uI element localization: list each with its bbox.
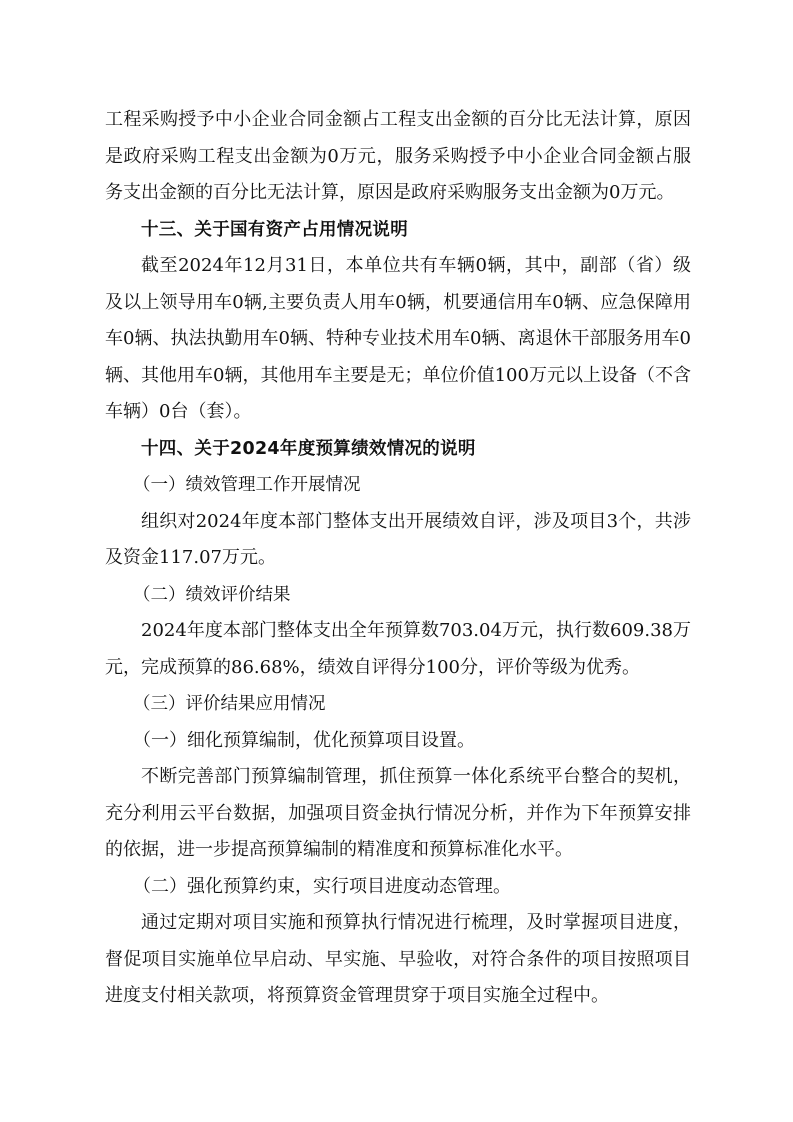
- section-14-heading: 十四、关于2024年度预算绩效情况的说明: [141, 438, 476, 459]
- document-body: [105, 102, 691, 1015]
- section-13-body: 截至2024年12月31日，本单位共有车辆0辆，其中，副部（省）级及以上领导用车0辆,主要负责人用车0辆，机要通信用车0辆、应急保障用车0辆、执法执勤用车0辆、特种专业技术用车0辆、离退休干部服务用车0辆、其他用车0辆，其他用车主要是无；单位价值100万元以上设备（不含车辆）0台（套）。: [105, 255, 691, 422]
- measure-1-body: 不断完善部门预算编制管理，抓住预算一体化系统平台整合的契机，充分利用云平台数据，加强项目资金执行情况分析，并作为下年预算安排的依据，进一步提高预算编制的精准度和预算标准化水平。: [105, 766, 691, 860]
- subsection-2-title: （二）绩效评价结果: [133, 584, 291, 605]
- subsection-1-title: （一）绩效管理工作开展情况: [133, 475, 361, 495]
- measure-2-title: （二）强化预算约束，实行项目进度动态管理。: [133, 875, 511, 897]
- subsection-3-title: （三）评价结果应用情况: [133, 694, 326, 714]
- paragraph-continuation: 工程采购授予中小企业合同金额占工程支出金额的百分比无法计算，原因是政府采购工程支出金额为0万元，服务采购授予中小企业合同金额占服务支出金额的百分比无法计算，原因是政府采购服务支出金额为0万元。: [105, 109, 691, 203]
- subsection-2-body: 2024年度本部门整体支出全年预算数703.04万元，执行数609.38万元，完成预算的86.68%，绩效自评得分100分，评价等级为优秀。: [105, 620, 691, 678]
- measure-1-title: （一）细化预算编制，优化预算项目设置。: [133, 729, 475, 751]
- section-13-heading: 十三、关于国有资产占用情况说明: [141, 219, 408, 240]
- subsection-1-body: 组织对2024年度本部门整体支出开展绩效自评，涉及项目3个，共涉及资金117.07万元。: [105, 510, 691, 568]
- measure-2-body: 通过定期对项目实施和预算执行情况进行梳理，及时掌握项目进度，督促项目实施单位早启动、早实施、早验收，对符合条件的项目按照项目进度支付相关款项，将预算资金管理贯穿于项目实施全过程中。: [105, 912, 691, 1006]
